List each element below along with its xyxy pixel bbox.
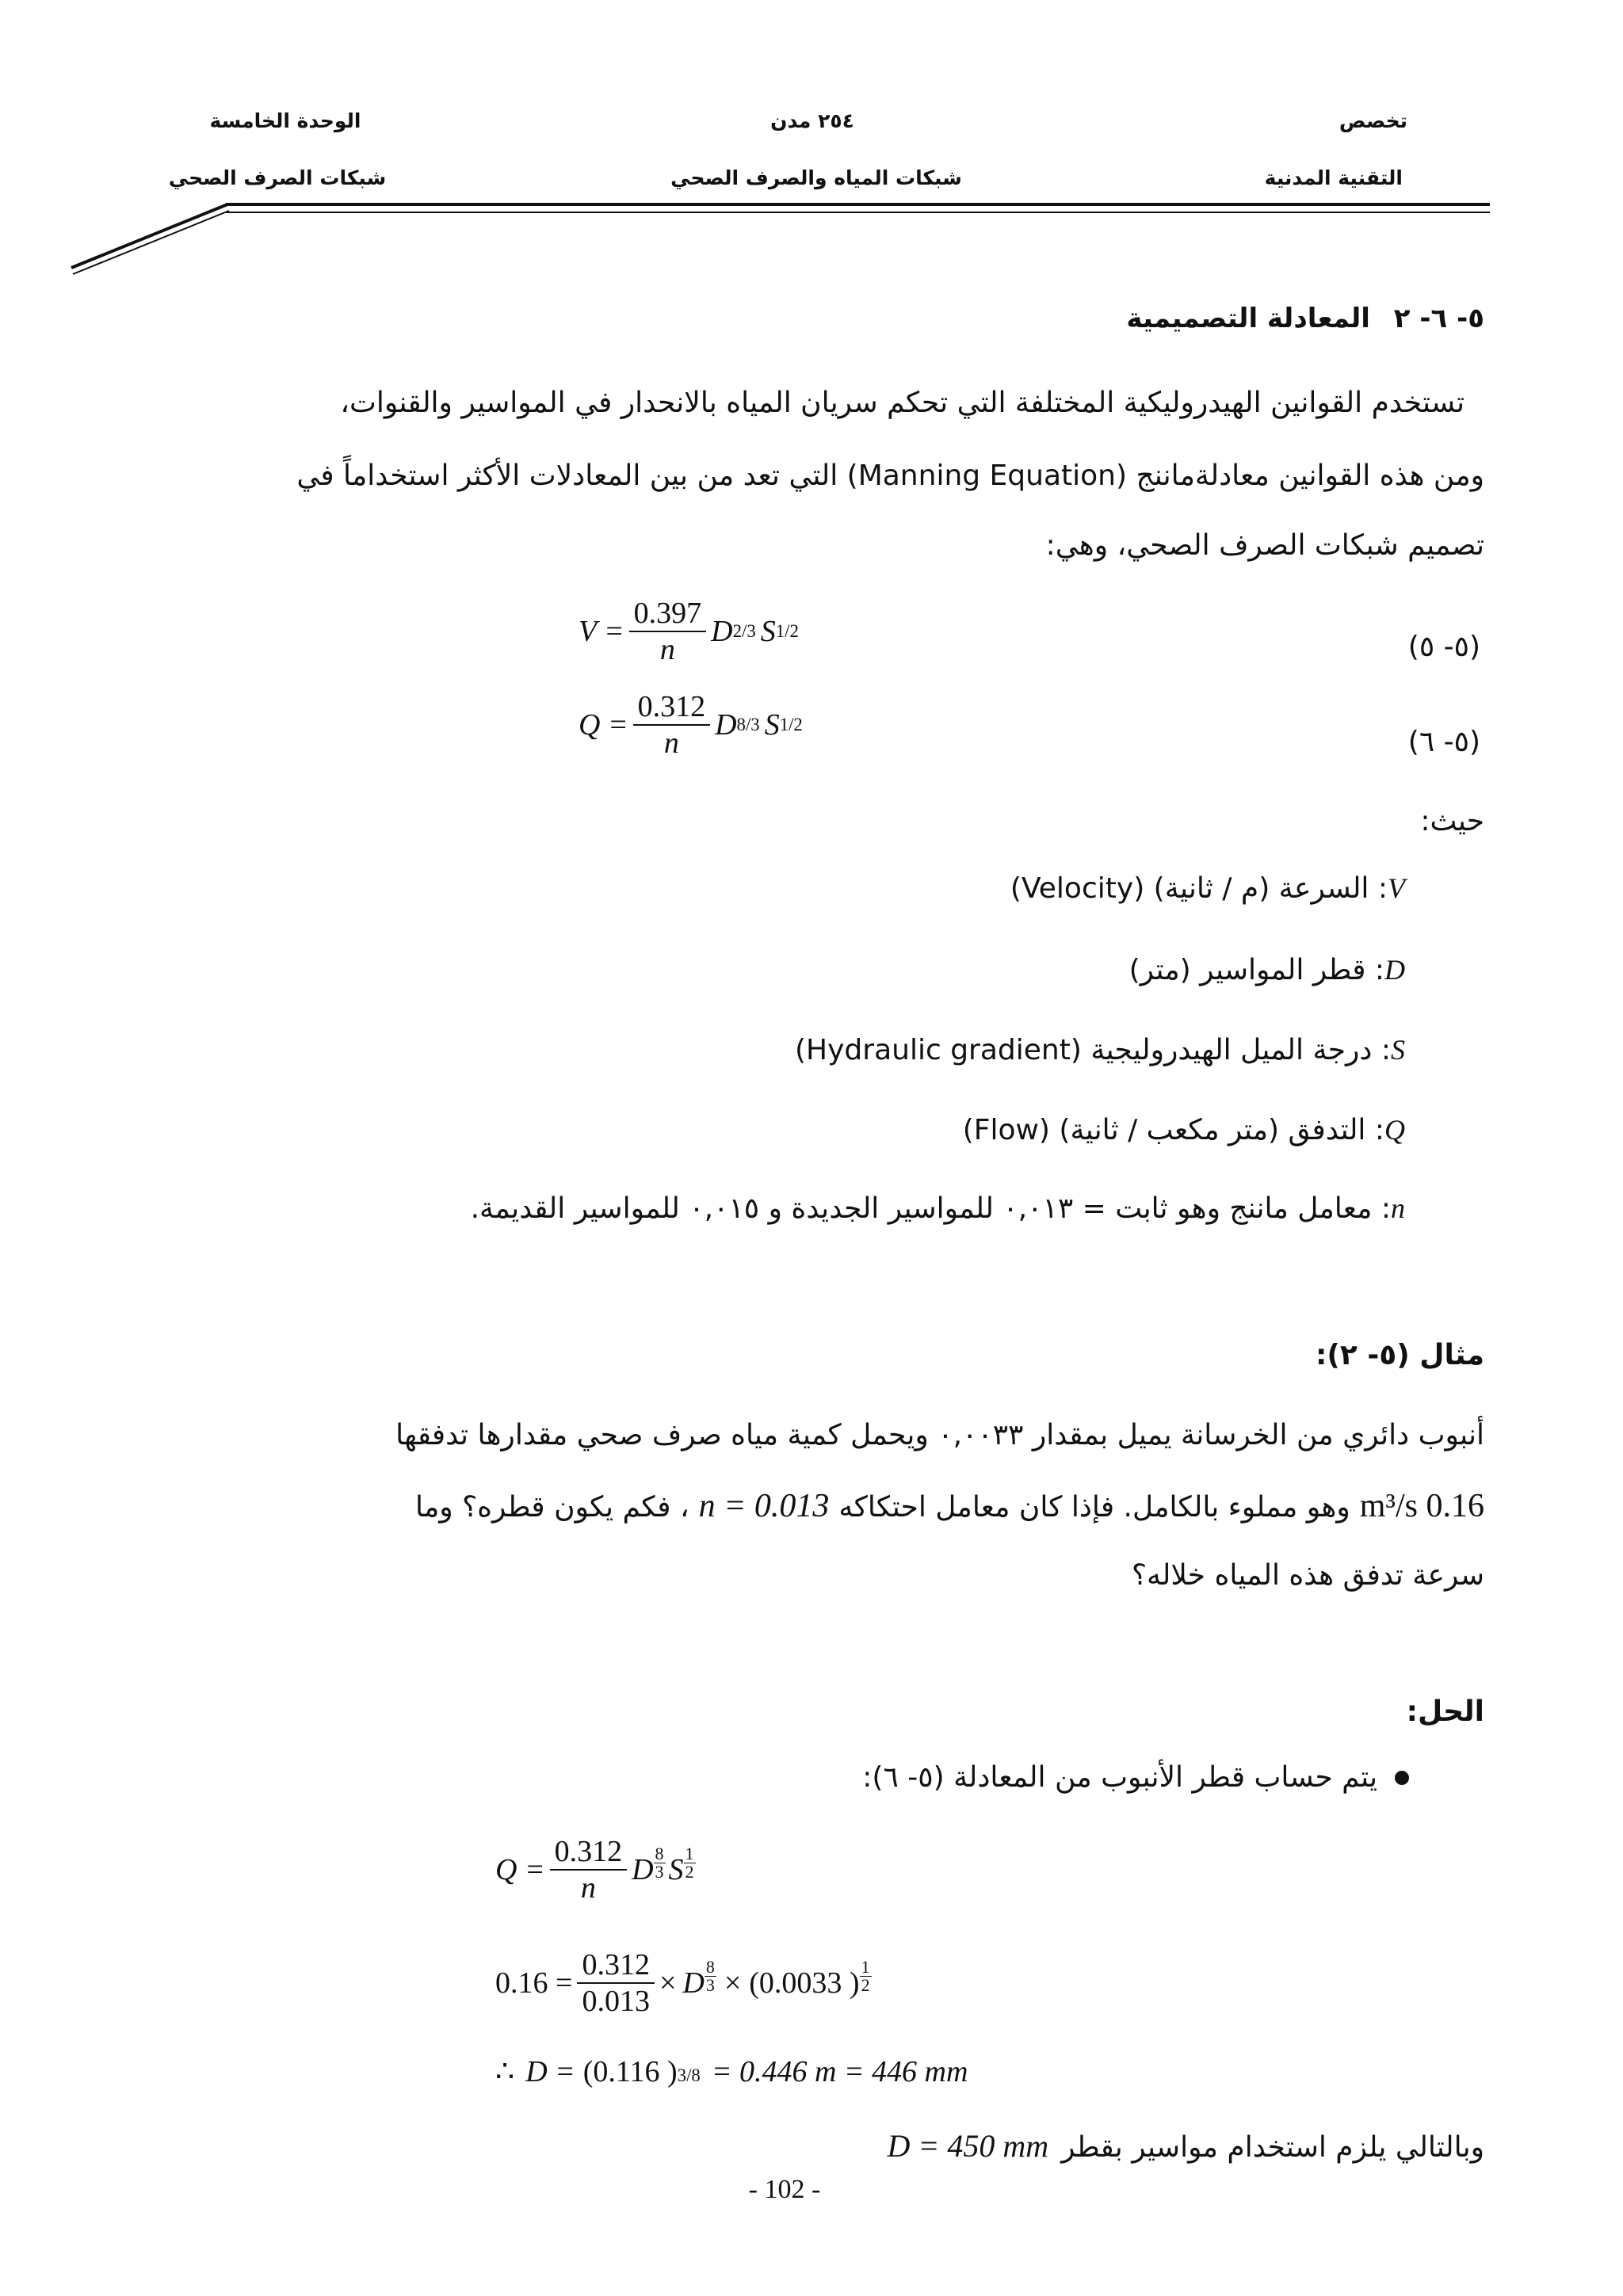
header-specialty: التقنية المدنية [1264, 166, 1403, 189]
where-item-d: D: قطر المواسير (متر) [1128, 954, 1405, 986]
header-rule [0, 0, 1623, 285]
where-item-n: n: معامل ماننج وهو ثابت = ٠,٠١٣ للمواسير الجديدة و ٠,٠١٥ للمواسير القديمة. [470, 1192, 1405, 1225]
where-item-v: V: السرعة (م / ثانية) (Velocity) [1010, 872, 1405, 905]
header-specialty-label: تخصص [1338, 109, 1407, 132]
solution-step-2: 0.16 = $\frac{0.312}{0.013}$ × D $\frac{8}{3}$ × (0.0033 ) 1 2 [495, 1948, 870, 2018]
solution-step-1: Q = $\frac{0.312}{n}$ D 8 3 S 1 2 [495, 1835, 694, 1905]
section-heading [1126, 303, 1484, 334]
equation-ref-2: (٥- ٦) [1407, 726, 1480, 758]
intro-line-2: ومن هذه القوانين معادلةماننج (Manning Equation) التي تعد من بين المعادلات الأكثر استخداماً في [296, 460, 1484, 492]
header-unit-label: الوحدة الخامسة [209, 109, 361, 132]
example-line-2: 0.16 m³/s وهو مملوء بالكامل. فإذا كان معامل احتكاكه n = 0.013 ، فكم يكون قطره؟ وما [414, 1488, 1484, 1524]
equation-ref-1: (٥- ٥) [1407, 631, 1480, 663]
bullet-icon [1395, 1771, 1409, 1785]
header-course: شبكات المياه والصرف الصحي [670, 166, 962, 189]
intro-line-3: تصميم شبكات الصرف الصحي، وهي: [1045, 529, 1484, 562]
where-item-s: S: درجة الميل الهيدروليجية (Hydraulic gradient) [795, 1034, 1405, 1066]
example-title: مثال (٥- ٢): [1315, 1339, 1484, 1371]
equation-velocity: V = $\frac{0.397}{n}$ D 2/3 S 1/2 [579, 597, 799, 666]
section-title: المعادلة التصميمية [1126, 303, 1370, 334]
solution-title: الحل: [1406, 1695, 1484, 1728]
header-course-code: ٢٥٤ مدن [770, 109, 854, 132]
example-line-1: أنبوب دائري من الخرسانة يميل بمقدار ٠,٠٠٣٣ ويحمل كمية مياه صرف صحي مقدارها تدفقها [395, 1419, 1484, 1451]
solution-bullet: يتم حساب قطر الأنبوب من المعادلة (٥- ٦): [862, 1755, 1409, 1801]
intro-line-1: تستخدم القوانين الهيدروليكية المختلفة التي تحكم سريان المياه بالانحدار في المواسير والقنوات، [340, 387, 1465, 419]
header-unit: شبكات الصرف الصحي [168, 166, 387, 189]
solution-conclusion: وبالتالي يلزم استخدام مواسير بقطر D = 450 mm [887, 2128, 1484, 2164]
page-number: - 102 - [748, 2175, 821, 2204]
example-line-3: سرعة تدفق هذه المياه خلاله؟ [1131, 1559, 1484, 1592]
section-number: ٥- ٦- ٢ [1393, 303, 1484, 334]
where-label: حيث: [1420, 805, 1484, 837]
solution-step-3: ∴ D = (0.116 ) 3/8 = 0.446 m = 446 mm [495, 2055, 968, 2088]
equation-flow: Q = $\frac{0.312}{n}$ D 8/3 S 1/2 [579, 690, 803, 760]
where-item-q: Q: التدفق (متر مكعب / ثانية) (Flow) [962, 1114, 1405, 1146]
